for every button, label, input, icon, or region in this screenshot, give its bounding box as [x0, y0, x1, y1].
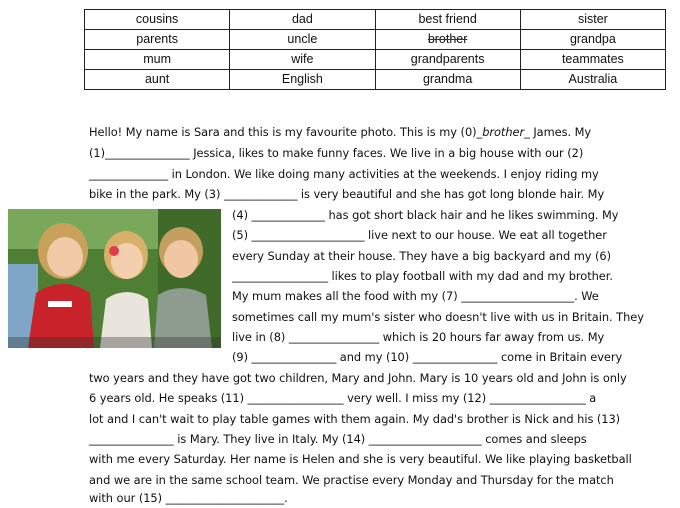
passage-text: _ James. My [524, 125, 592, 139]
word-bank-row [85, 10, 666, 30]
passage-text: 6 years old. He speaks (11) _________________ very well. I miss my (12) _________________ a [89, 391, 597, 405]
passage-line [232, 347, 622, 367]
word-bank-cell: sister [520, 10, 665, 30]
passage-line [232, 246, 611, 266]
word-bank-cell: grandma [375, 70, 520, 90]
passage-text: My mum makes all the food with my (7) ____________________. We [232, 289, 599, 303]
passage-line [89, 184, 604, 204]
passage-line [89, 449, 632, 469]
word-bank-cell: parents [85, 30, 230, 50]
word-bank-cell: aunt [85, 70, 230, 90]
word-bank-cell: grandpa [520, 30, 665, 50]
passage-line [89, 122, 591, 142]
word-bank-cell: cousins [85, 10, 230, 30]
passage-line [89, 409, 620, 429]
passage-line [89, 488, 288, 508]
passage-text: sometimes call my mum's sister who doesn't live with us in Britain. They [232, 310, 644, 324]
passage-text: _______________ is Mary. They live in Italy. My (14) ____________________ comes and sleeps [89, 432, 587, 446]
passage-line [232, 205, 619, 225]
passage-text: and we are in the same school team. We practise every Monday and Thursday for the match [89, 473, 614, 487]
passage-text: live in (8) ________________ which is 20 hours far away from us. My [232, 330, 605, 344]
passage-text: with me every Saturday. Her name is Helen and she is very beautiful. We like playing basketball [89, 452, 632, 466]
passage-text: Hello! My name is Sara and this is my favourite photo. This is my (0)_ [89, 125, 483, 139]
passage-text: every Sunday at their house. They have a big backyard and my (6) [232, 249, 611, 263]
passage-text: ______________ in London. We like doing many activities at the weekends. I enjoy riding my [89, 167, 599, 181]
word-bank-row [85, 70, 666, 90]
passage-text: _________________ likes to play football with my dad and my brother. [232, 269, 613, 283]
word-bank-row [85, 50, 666, 70]
word-bank-cell: uncle [230, 30, 375, 50]
passage-line [232, 327, 604, 347]
passage-text: lot and I can't wait to play table games with them again. My dad's brother is Nick and his (13) [89, 412, 621, 426]
passage-line [89, 388, 596, 408]
passage-line [89, 368, 627, 388]
passage-text: bike in the park. My (3) _____________ is very beautiful and she has got long blonde hair. My [89, 187, 605, 201]
word-bank-cell: teammates [520, 50, 665, 70]
passage-text: (4) _____________ has got short black hair and he likes swimming. My [232, 208, 619, 222]
word-bank-cell: grandparents [375, 50, 520, 70]
example-answer: brother [482, 125, 525, 139]
children-photo-illustration [8, 209, 221, 348]
passage-text: with our (15) _____________________. [89, 491, 288, 505]
word-bank-cell: wife [230, 50, 375, 70]
passage-line [89, 470, 614, 490]
passage-line [232, 225, 607, 245]
children-photo [8, 209, 221, 348]
word-bank-cell: Australia [520, 70, 665, 90]
passage-text: two years and they have got two children, Mary and John. Mary is 10 years old and John is only [89, 371, 627, 385]
passage-line [89, 143, 583, 163]
passage-text: (1)_______________ Jessica, likes to make funny faces. We live in a big house with our (2) [89, 146, 584, 160]
word-bank-cell-struck: brother [375, 30, 520, 50]
word-bank-row [85, 30, 666, 50]
passage-text: (5) ____________________ live next to our house. We eat all together [232, 228, 607, 242]
passage-line [232, 266, 613, 286]
passage-line [89, 164, 599, 184]
passage-line [232, 286, 599, 306]
word-bank-cell: mum [85, 50, 230, 70]
passage-text: (9) _______________ and my (10) _______________ come in Britain every [232, 350, 623, 364]
word-bank-table [84, 9, 666, 90]
passage-line [232, 307, 644, 327]
word-bank-cell: best friend [375, 10, 520, 30]
passage-line [89, 429, 587, 449]
word-bank-cell: dad [230, 10, 375, 30]
word-bank-cell: English [230, 70, 375, 90]
